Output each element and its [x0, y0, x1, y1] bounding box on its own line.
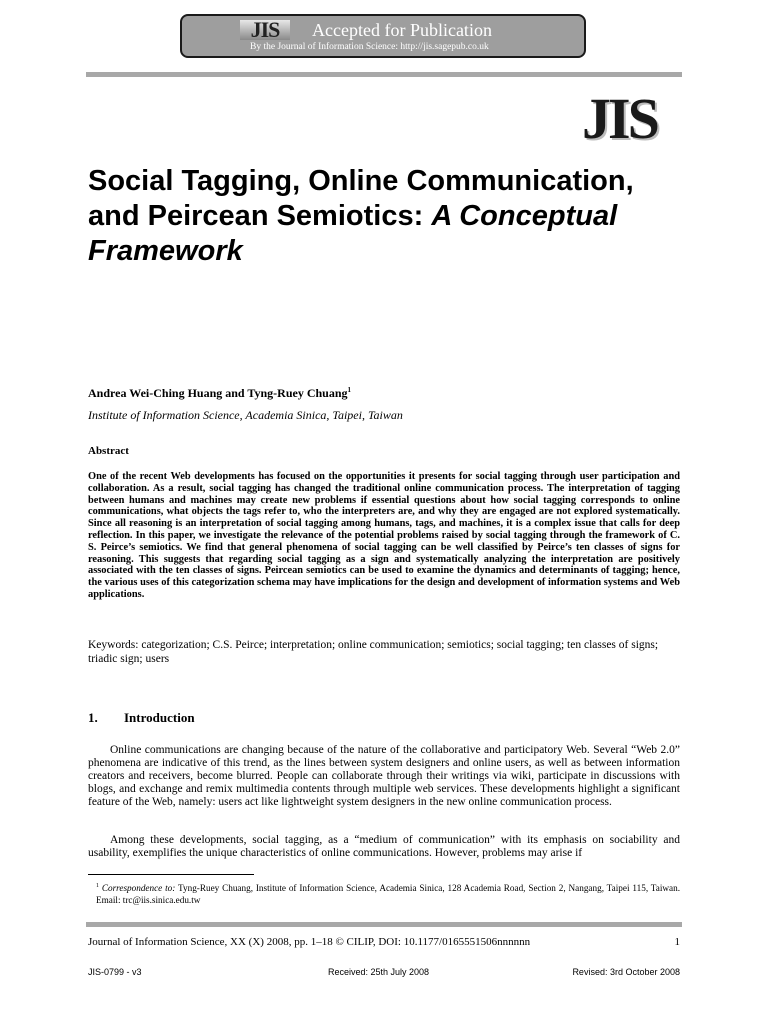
banner-subtitle: By the Journal of Information Science: http://jis.sagepub.co.uk: [250, 42, 489, 52]
intro-paragraph-2: Among these developments, social tagging, as a “medium of communication” with its emphasis on sociability and usability, exemplifies the unique characteristics of online communications. However, problems may arise if: [88, 834, 680, 859]
footnote: [96, 880, 680, 906]
author-footnote-mark: 1: [347, 386, 352, 394]
footnote-text: Tyng-Ruey Chuang, Institute of Information Science, Academia Sinica, 128 Academia Road, Section 2, Nangang, Taipei 115, Taiwan. Email: trc@iis.sinica.edu.tw: [96, 883, 681, 906]
jis-logo: JIS: [582, 86, 657, 151]
intro-paragraph-1: Online communications are changing because of the nature of the collaborative and participatory Web. Several “Web 2.0” phenomena are indicative of this trend, as the lines between system designers and online users, as well as between information creators and receivers, become blurred. People can collaborate through their writings via wiki, participate in discussions with blogs, and exchange and remix multimedia contents through multiple web services. These developments highlight a significant feature of the Web, namely: users act like lightweight system designers in the new online communication process.: [88, 744, 680, 808]
paper-title-main: Social Tagging, Online Communication, and Peircean Semiotics:: [88, 165, 634, 232]
footer-rule: [86, 922, 682, 927]
section-heading: [88, 710, 195, 726]
paper-title-subtitle: A Conceptual Framework: [88, 200, 618, 267]
received-date: Received: 25th July 2008: [328, 967, 430, 977]
abstract-body: One of the recent Web developments has focused on the opportunities it presents for social tagging through user participation and collaboration. As a result, social tagging has changed the traditional online communication process. The interpretation of tagging between humans and machines may create new problems if essential questions about how social tagging corresponds to online communications, what objects the tags refer to, who the interpreters are, and why they are engaged are not explored systematically. Since all reasoning is an interpretation of social tagging among humans, tags, and machines, it is a complex issue that calls for deep reflection. In this paper, we investigate the relevance of the potential problems raised by social tagging through the framework of C. S. Peirce’s semiotics. We find that general phenomena of social tagging can be well classified by Peirce’s ten classes of signs for reasoning. This suggests that regarding social tagging as a sign and systematically analyzing the interpretation are positively associated with the ten classes of signs. Peircean semiotics can be used to examine the dynamics and determinants of tagging; hence, the various uses of this categorization schema may have implications for the design and development of information systems and Web applications.: [88, 471, 680, 600]
affiliation: Institute of Information Science, Academia Sinica, Taipei, Taiwan: [88, 408, 403, 422]
footnote-mark: 1: [96, 883, 99, 889]
paper-title: [88, 164, 688, 269]
banner-title: Accepted for Publication: [312, 20, 492, 40]
page-number: 1: [674, 936, 680, 948]
revised-date: Revised: 3rd October 2008: [572, 967, 680, 977]
footnote-separator: [88, 874, 254, 875]
section-number: 1.: [88, 710, 98, 725]
author-names: Andrea Wei-Ching Huang and Tyng-Ruey Chuang: [88, 386, 348, 400]
section-title: Introduction: [124, 710, 195, 725]
journal-citation: Journal of Information Science, XX (X) 2008, pp. 1–18 © CILIP, DOI: 10.1177/0165551506nnnnnn: [88, 936, 531, 948]
publication-banner: [180, 14, 586, 58]
keywords: Keywords: categorization; C.S. Peirce; interpretation; online communication; semiotics; social tagging; ten classes of signs; triadic sign; users: [88, 639, 659, 665]
manuscript-id: JIS-0799 - v3: [88, 967, 142, 977]
abstract-heading: Abstract: [88, 445, 129, 457]
author-list: [88, 386, 351, 401]
header-rule: [86, 72, 682, 77]
jis-logo-small: JIS: [240, 20, 290, 40]
journal-citation-line: [88, 936, 680, 948]
footnote-label: Correspondence to:: [101, 883, 176, 894]
